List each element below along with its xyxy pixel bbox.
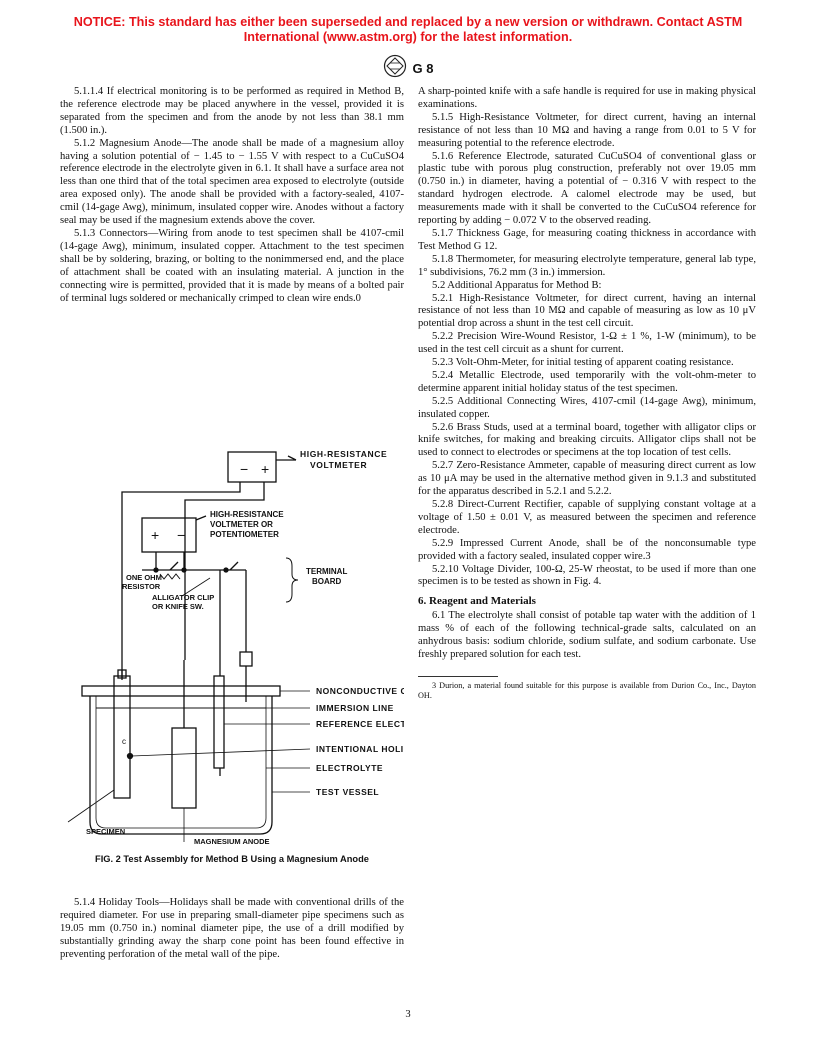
pot-plus: + xyxy=(151,527,160,543)
left-column xyxy=(60,86,404,305)
figure-2-diagram xyxy=(60,440,404,848)
voltmeter-minus: − xyxy=(240,461,249,477)
label-terminal-2: BOARD xyxy=(312,577,342,586)
label-vessel: TEST VESSEL xyxy=(316,787,380,797)
label-hrv2-2: VOLTMETER OR xyxy=(210,520,273,529)
label-anode: MAGNESIUM ANODE xyxy=(194,837,270,846)
label-terminal-1: TERMINAL xyxy=(306,567,348,576)
para-5-2-3: 5.2.3 Volt-Ohm-Meter, for initial testing of apparent coating resistance. xyxy=(432,357,734,369)
para-5-1-2: 5.1.2 Magnesium Anode—The anode shall be made of a magnesium alloy having a solution potential of − 1.45 to − 1.55 V with respect to a CuCuSO4 reference electrode in the electrolyte given in 6.1. It shall have a surface area not less than one third that of the total specimen area exposed to electrolyte (outside area exposed only). The anode shall be provided with a factory-sealed, 4107-cmil (14-gage Awg), minimum, insulated copper wire. Anodes without a factory seal may be used if the magnesium extends above the cover. xyxy=(60,137,404,227)
para-5-1-4: 5.1.4 Holiday Tools—Holidays shall be made with conventional drills of the required diameter. For use in preparing small-diameter pipe specimens such as 19.05 mm (0.750 in.) nominal diameter pipe, the use of a drill modified by substantially grinding away the sharp cone point has been found effective in preventing perforation of the metal wall of the pipe. xyxy=(60,897,404,960)
magnesium-anode xyxy=(172,728,196,808)
label-c: c xyxy=(122,737,126,746)
right-column xyxy=(418,86,756,702)
para-5-2-4: 5.2.4 Metallic Electrode, used temporarily with the volt-ohm-meter to determine apparent initial holiday status of the test specimen. xyxy=(418,369,756,394)
label-specimen: SPECIMEN xyxy=(86,827,126,836)
label-electrolyte: ELECTROLYTE xyxy=(316,763,384,773)
label-hrv-1: HIGH-RESISTANCE xyxy=(300,449,388,459)
para-5-2-1: 5.2.1 High-Resistance Voltmeter, for direct current, having an internal resistance of not less than 10 MΩ and capable of measuring as low as 10 μV potential drop across a shunt in the test cell circuit. xyxy=(418,292,756,330)
left-column-lower xyxy=(60,897,404,962)
label-refel: REFERENCE ELECT xyxy=(316,719,404,729)
footnote-3: 3 Durion, a material found suitable for this purpose is available from Durion Co., Inc., Dayton OH. xyxy=(418,680,756,701)
para-5-2-10: 5.2.10 Voltage Divider, 100-Ω, 25-W rheostat, to be used if more than one specimen is to be tested as shown in Fig. 4. xyxy=(418,563,756,588)
section-6-heading: 6. Reagent and Materials xyxy=(418,595,536,608)
nonconductive-cover xyxy=(82,686,280,696)
label-holiday: INTENTIONAL HOLI xyxy=(316,744,404,754)
para-5-2-8: 5.2.8 Direct-Current Rectifier, capable of supplying constant voltage at a voltage of 1.50 ± 0.01 V, as measured between the specimen and reference electrode. xyxy=(418,499,756,536)
para-5-1-7: 5.1.7 Thickness Gage, for measuring coating thickness in accordance with Test Method G 12. xyxy=(418,227,756,252)
label-hrv-2: VOLTMETER xyxy=(310,460,368,470)
para-5-1-8: 5.1.8 Thermometer, for measuring electrolyte temperature, general lab type, 1° subdivisions, 76.2 mm (3 in.) immersion. xyxy=(418,253,756,278)
label-cover: NONCONDUCTIVE xyxy=(316,686,398,696)
para-5-1-6: 5.1.6 Reference Electrode, saturated CuCuSO4 of conventional glass or plastic tube with porous plug construction, preferably not over 19.05 mm (0.750 in.) in diameter, having a potential of − 0.316 V with respect to the standard hydrogen electrode. A calomel electrode may be used, but measurements made with it shall be converted to the CuCuSO4 reference for reporting by adding − 0.072 V to the observed reading. xyxy=(418,150,756,227)
page-number: 3 xyxy=(405,1009,411,1020)
para-5-2-2: 5.2.2 Precision Wire-Wound Resistor, 1-Ω ± 1 %, 1-W (minimum), to be used in the test cell circuit as a shunt for current. xyxy=(418,331,756,356)
pot-minus: − xyxy=(177,527,186,543)
test-vessel xyxy=(90,696,272,834)
para-6-1: 6.1 The electrolyte shall consist of potable tap water with the addition of 1 mass % of each of the following technical-grade salts, calculated on an anhydrous basis: sodium chloride, sodium sulfate, and sodium carbonate. Use freshly prepared solution for each test. xyxy=(418,610,756,660)
standard-header xyxy=(0,54,816,83)
label-resistor-1: ONE OHM xyxy=(126,573,162,582)
para-5-2: 5.2 Additional Apparatus for Method B: xyxy=(432,279,602,291)
para-5-1-1-4: 5.1.1.4 If electrical monitoring is to be performed as required in Method B, the reference electrode may be placed anywhere in the vessel, provided it is separated from the specimen and from the anode by not less than 38.1 mm (1.500 in.). xyxy=(60,86,404,136)
label-resistor-2: RESISTOR xyxy=(122,582,161,591)
label-hrv2-1: HIGH-RESISTANCE xyxy=(210,510,284,519)
para-5-2-9: 5.2.9 Impressed Current Anode, shall be of the nonconsumable type provided with a factory sealed, insulated copper wire.3 xyxy=(418,537,756,562)
para-5-2-6: 5.2.6 Brass Studs, used at a terminal board, together with alligator clips or knife switches, for making and breaking circuits. Alligator clips shall not be used to connect to electrodes or specimens at the top location of test cells. xyxy=(418,421,756,459)
para-5-2-7: 5.2.7 Zero-Resistance Ammeter, capable of measuring direct current as low as 10 μA may be used in the alternative method given in 9.1.3 and substituted for the apparatus described in 5.2.1 and 5.2.2. xyxy=(418,460,756,498)
label-clip-1: ALLIGATOR CLIP xyxy=(152,593,215,602)
label-clip-2: OR KNIFE SW. xyxy=(152,602,204,611)
label-hrv2-3: POTENTIOMETER xyxy=(210,530,279,539)
voltmeter-plus: + xyxy=(261,461,270,477)
astm-logo-icon xyxy=(383,54,407,83)
designation: G 8 xyxy=(412,61,434,76)
para-knife: A sharp-pointed knife with a safe handle is required for use in making physical examinations. xyxy=(418,86,756,110)
notice-banner: NOTICE: This standard has either been superseded and replaced by a new version or withdrawn. Contact ASTM International (www.astm.org) for the latest information. xyxy=(73,15,743,44)
figure-caption: FIG. 2 Test Assembly for Method B Using a Magnesium Anode xyxy=(95,854,369,864)
label-immersion: IMMERSION LINE xyxy=(316,703,394,713)
footnote-rule xyxy=(418,676,498,677)
para-5-1-3: 5.1.3 Connectors—Wiring from anode to test specimen shall be 4107-cmil (14-gage Awg), minimum, insulated copper. Attachment to the test specimen shall be by soldering, brazing, or bolting to the nonimmersed end, and the place of attachment shall be coated with an insulating material. A junction in the connecting wire is permitted, provided that it is made by means of a bolted pair of terminal lugs soldered or mechanically crimped to clean wire ends.0 xyxy=(60,227,404,304)
reference-electrode xyxy=(214,676,224,768)
para-5-1-5: 5.1.5 High-Resistance Voltmeter, for direct current, having an internal resistance of not less than 10 MΩ and having a range from 0.01 to 5 V for measuring potential to the reference electrode. xyxy=(418,111,756,149)
para-5-2-5: 5.2.5 Additional Connecting Wires, 4107-cmil (14-gage Awg), minimum, insulated copper. xyxy=(418,395,756,420)
